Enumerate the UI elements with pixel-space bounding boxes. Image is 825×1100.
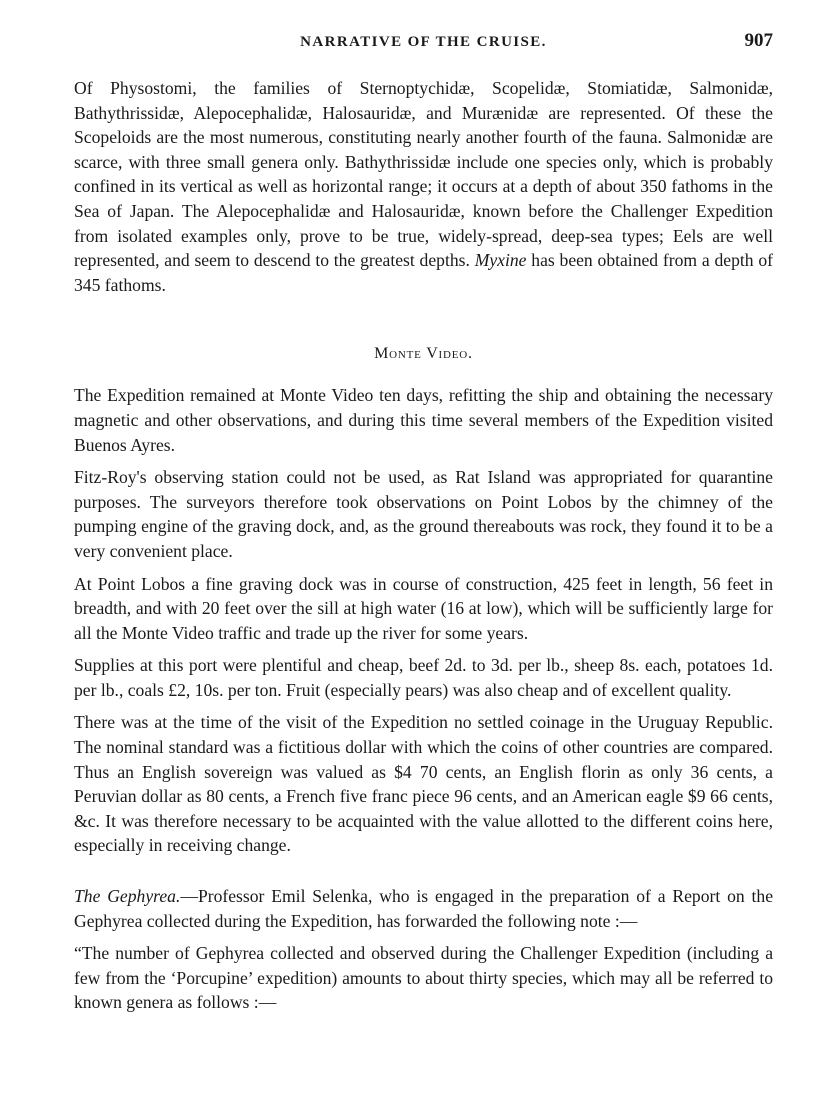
gephyrea-lead: The Gephyrea.	[74, 886, 181, 907]
physostomi-text: Of Physostomi, the families of Sternoptychidæ, Scopelidæ, Stomiatidæ, Salmonidæ, Bathythrissidæ, Alepocephalidæ, Halosauridæ, and Murænidæ are represented. Of these the Scopeloids are the most numerous, constituting nearly another fourth of the fauna. Salmonidæ are scarce, with three small genera only. Bathythrissidæ include one species only, which is probably confined in its vertical as well as horizontal range; it occurs at a depth of about 350 fathoms in the Sea of Japan. The Alepocephalidæ and Halosauridæ, known before the Challenger Expedition from isolated examples only, prove to be true, widely-spread, deep-sea types; Eels are well represented, and seem to descend to the greatest depths.	[74, 78, 773, 271]
paragraph-supplies: Supplies at this port were plentiful and cheap, beef 2d. to 3d. per lb., sheep 8s. each, potatoes 1d. per lb., coals £2, 10s. per ton. Fruit (especially pears) was also cheap and of excellent quality.	[74, 655, 773, 700]
paragraph-observing-station: Fitz-Roy's observing station could not be used, as Rat Island was appropriated for quarantine purposes. The surveyors therefore took observations on Point Lobos by the chimney of the pumping engine of the graving dock, and, as the ground thereabouts was rock, they found it to be a very convenient place.	[74, 467, 773, 561]
physostomi-text-end: has been obtained from a depth of 345 fathoms.	[74, 250, 774, 295]
gephyrea-quote: “The number of Gephyrea collected and observed during the Challenger Expedition (including a few from the ‘Porcupine’ expedition) amounts to about thirty species, which may all be referred to known genera as follows :—	[74, 943, 773, 1013]
running-title: NARRATIVE OF THE CRUISE.	[300, 34, 547, 50]
paragraph-coinage: There was at the time of the visit of the Expedition no settled coinage in the Uruguay Republic. The nominal standard was a fictitious dollar with which the coins of other countries are compared. Thus an English sovereign was valued as $4 70 cents, an English florin as only 36 cents, a Peruvian dollar as 80 cents, a French five franc piece 96 cents, and an American eagle $9 66 cents, &c. It was therefore necessary to be acquainted with the value allotted to the different coins here, especially in receiving change.	[74, 712, 773, 856]
running-head	[74, 30, 773, 60]
genus-name: Myxine	[474, 250, 527, 271]
paragraph-arrival: The Expedition remained at Monte Video ten days, refitting the ship and obtaining the necessary magnetic and other observations, and during this time several members of the Expedition visited Buenos Ayres.	[74, 385, 773, 455]
gephyrea-paragraph	[74, 884, 773, 933]
gephyrea-text: —Professor Emil Selenka, who is engaged in the preparation of a Report on the Gephyrea collected during the Expedition, has forwarded the following note :—	[74, 886, 774, 931]
physostomi-paragraph	[74, 76, 773, 297]
section-heading: Monte Video.	[374, 345, 473, 363]
page-number: 907	[744, 30, 773, 51]
paragraph-graving-dock: At Point Lobos a fine graving dock was in course of construction, 425 feet in length, 56 feet in breadth, and with 20 feet over the sill at high water (16 at low), which will be sufficiently large for all the Monte Video traffic and trade up the river for some years.	[74, 573, 773, 643]
